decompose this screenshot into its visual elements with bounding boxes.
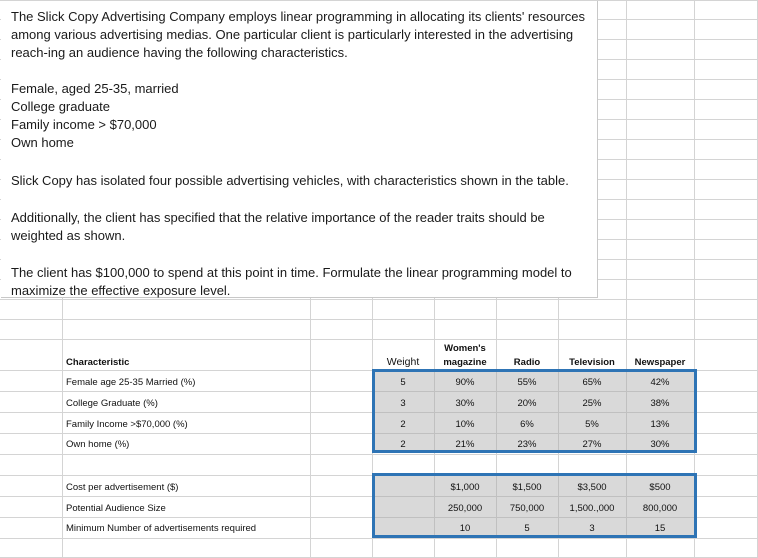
newspaper-cell[interactable]: 30% (650, 439, 670, 450)
radio-header[interactable]: Radio (513, 357, 541, 368)
newspaper-cell[interactable]: 42% (650, 377, 670, 388)
womens-cell[interactable]: 10% (455, 419, 475, 430)
tv-cell[interactable]: 25% (582, 398, 602, 409)
weight-header[interactable]: Weight (386, 356, 420, 368)
newspaper-cell[interactable]: $500 (649, 482, 671, 493)
intro-paragraph: The Slick Copy Advertising Company employs linear programming in allocating its clients' resources among various advertising medias. One particular client is particularly interested in the advertising reach-ing an audience having the following characteristics. (11, 9, 586, 60)
tv-cell[interactable]: $3,500 (577, 482, 607, 493)
row-label[interactable]: College Graduate (%) (66, 398, 158, 409)
problem-text-box[interactable] (1, 1, 598, 298)
radio-cell[interactable]: 6% (520, 419, 534, 430)
gridline (0, 339, 758, 340)
womens-cell[interactable]: 30% (455, 398, 475, 409)
characteristic-header[interactable]: Characteristic (66, 357, 130, 368)
budget-paragraph: The client has $100,000 to spend at this point in time. Formulate the linear programming model to maximize the effective exposure level. (11, 265, 572, 298)
tv-cell[interactable]: 1,500.,000 (569, 503, 615, 514)
weight-cell[interactable]: 5 (400, 377, 406, 388)
trait-line: Family income > $70,000 (11, 117, 157, 132)
newspaper-cell[interactable]: 800,000 (642, 503, 678, 514)
gridline (0, 319, 758, 320)
newspaper-cell[interactable]: 15 (654, 523, 666, 534)
radio-cell[interactable]: $1,500 (512, 482, 542, 493)
newspaper-header[interactable]: Newspaper (634, 357, 686, 368)
womens-cell[interactable]: 10 (459, 523, 471, 534)
gridline (0, 454, 758, 455)
row-label[interactable]: Female age 25-35 Married (%) (66, 377, 196, 388)
newspaper-cell[interactable]: 13% (650, 419, 670, 430)
television-header[interactable]: Television (569, 357, 615, 368)
womens-magazine-header-line2[interactable]: magazine (443, 357, 487, 368)
row-label[interactable]: Potential Audience Size (66, 503, 166, 514)
weight-cell[interactable]: 2 (400, 419, 406, 430)
womens-cell[interactable]: 21% (455, 439, 475, 450)
row-label[interactable]: Own home (%) (66, 439, 130, 450)
radio-cell[interactable]: 750,000 (509, 503, 545, 514)
womens-cell[interactable]: 250,000 (447, 503, 483, 514)
trait-line: Female, aged 25-35, married (11, 81, 179, 96)
radio-cell[interactable]: 23% (517, 439, 537, 450)
row-label[interactable]: Family Income >$70,000 (%) (66, 419, 188, 430)
radio-cell[interactable]: 5 (524, 523, 530, 534)
radio-cell[interactable]: 55% (517, 377, 537, 388)
gridline (0, 538, 758, 539)
weights-paragraph: Additionally, the client has specified that the relative importance of the reader traits should be weighted as shown. (11, 210, 545, 243)
newspaper-cell[interactable]: 38% (650, 398, 670, 409)
row-label[interactable]: Cost per advertisement ($) (66, 482, 179, 493)
weight-cell[interactable]: 2 (400, 439, 406, 450)
womens-cell[interactable]: 90% (455, 377, 475, 388)
trait-line: College graduate (11, 99, 111, 114)
tv-cell[interactable]: 65% (582, 377, 602, 388)
womens-magazine-header-line1[interactable]: Women's (444, 343, 486, 354)
trait-line: Own home (11, 135, 74, 150)
radio-cell[interactable]: 20% (517, 398, 537, 409)
vehicles-paragraph: Slick Copy has isolated four possible advertising vehicles, with characteristics shown in the table. (11, 173, 569, 188)
tv-cell[interactable]: 3 (589, 523, 595, 534)
tv-cell[interactable]: 5% (585, 419, 599, 430)
row-label[interactable]: Minimum Number of advertisements required (66, 523, 257, 534)
tv-cell[interactable]: 27% (582, 439, 602, 450)
weight-cell[interactable]: 3 (400, 398, 406, 409)
womens-cell[interactable]: $1,000 (450, 482, 480, 493)
